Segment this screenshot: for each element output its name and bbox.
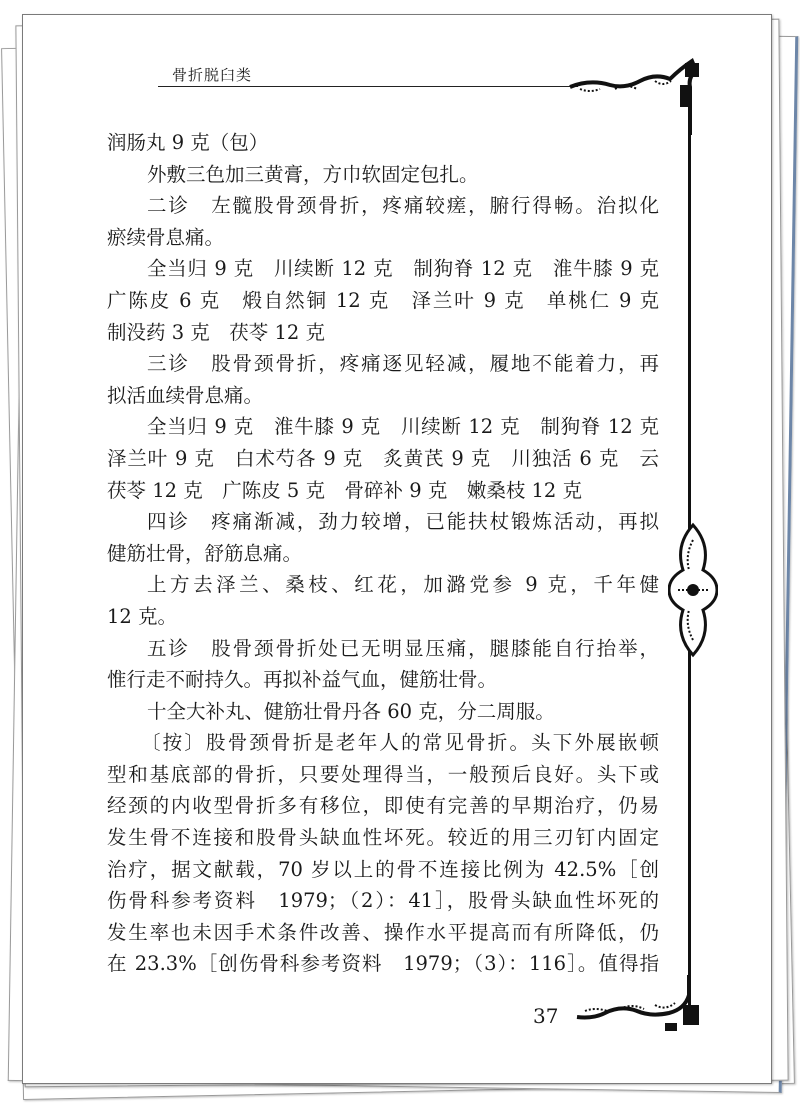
running-header: 骨折脱臼类 bbox=[172, 66, 253, 84]
text-line: 润肠丸 9 克（包） bbox=[107, 131, 269, 154]
text-line: 制没药 3 克 茯苓 12 克 bbox=[107, 320, 326, 344]
text-line: 12 克。 bbox=[107, 604, 178, 628]
text-line: 〔按〕股骨颈骨折是老年人的常见骨折。头下外展嵌顿 bbox=[141, 731, 659, 755]
text-line: 拟活血续骨息痛。 bbox=[107, 383, 264, 407]
header-rule bbox=[158, 86, 578, 87]
text-line: 发生骨不连接和股骨头缺血性坏死。较近的用三刃钉内固定 bbox=[107, 826, 659, 850]
text-line: 全当归 9 克 淮牛膝 9 克 川续断 12 克 制狗脊 12 克 bbox=[147, 415, 659, 439]
text-line: 全当归 9 克 川续断 12 克 制狗脊 12 克 淮牛膝 9 克 bbox=[147, 257, 659, 281]
text-line: 三诊 股骨颈骨折，疼痛逐见轻减，履地不能着力，再 bbox=[147, 352, 659, 376]
text-line: 伤骨科参考资料 1979；（2）：41］，股骨头缺血性坏死的 bbox=[107, 889, 659, 913]
text-line: 在 23.3%［创伤骨科参考资料 1979；（3）：116］。值得指 bbox=[107, 952, 659, 976]
page-number: 37 bbox=[533, 1004, 559, 1028]
text-line: 健筋壮骨，舒筋息痛。 bbox=[107, 541, 303, 565]
text-line: 惟行走不耐持久。再拟补益气血，健筋壮骨。 bbox=[107, 668, 498, 692]
text-line: 四诊 疼痛渐减，劲力较增，已能扶杖锻炼活动，再拟 bbox=[147, 510, 659, 534]
text-line: 茯苓 12 克 广陈皮 5 克 骨碎补 9 克 嫩桑枝 12 克 bbox=[107, 478, 583, 502]
text-line: 外敷三色加三黄膏，方巾软固定包扎。 bbox=[147, 162, 479, 186]
text-line: 二诊 左髋股骨颈骨折，疼痛较瘥，腑行得畅。治拟化 bbox=[147, 194, 659, 218]
corner-ornament-bottom-icon bbox=[565, 975, 715, 1045]
side-ornament-icon bbox=[668, 520, 718, 660]
text-line: 五诊 股骨颈骨折处已无明显压痛，腿膝能自行抬举， bbox=[147, 636, 659, 660]
text-line: 型和基底部的骨折，只要处理得当，一般预后良好。头下或 bbox=[107, 762, 659, 786]
text-line: 泽兰叶 9 克 白术芍各 9 克 炙黄芪 9 克 川独活 6 克 云 bbox=[107, 446, 659, 470]
text-line: 发生率也未因手术条件改善、操作水平提高而有所降低，仍 bbox=[107, 920, 659, 944]
page-body-text bbox=[107, 127, 659, 980]
text-line: 瘀续骨息痛。 bbox=[107, 225, 225, 249]
text-line: 上方去泽兰、桑枝、红花，加潞党参 9 克，千年健 bbox=[147, 573, 659, 597]
text-line: 经颈的内收型骨折多有移位，即使有完善的早期治疗，仍易 bbox=[107, 794, 659, 818]
text-line: 广陈皮 6 克 煅自然铜 12 克 泽兰叶 9 克 单桃仁 9 克 bbox=[107, 288, 659, 312]
text-line: 十全大补丸、健筋壮骨丹各 60 克，分二周服。 bbox=[147, 699, 555, 723]
text-line: 治疗，据文献载，70 岁以上的骨不连接比例为 42.5%［创 bbox=[107, 857, 659, 881]
